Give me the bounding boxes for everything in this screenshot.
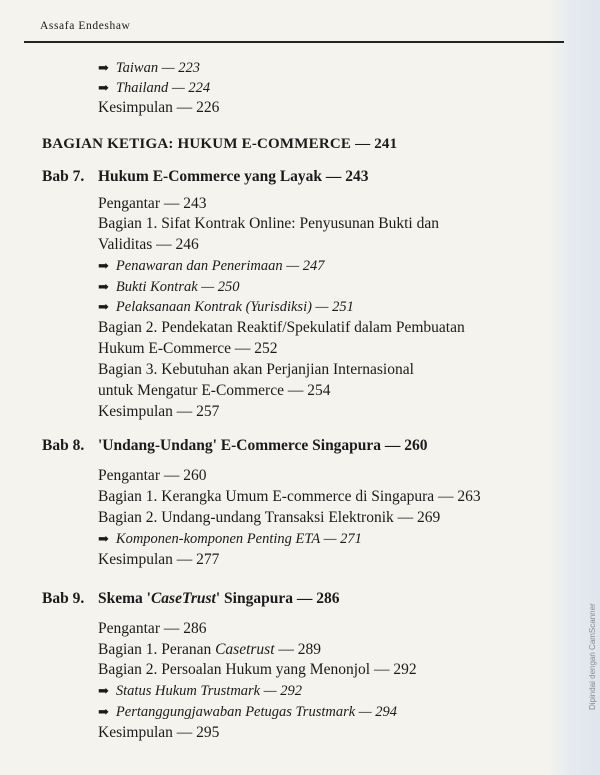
- chapter-title: 'Undang-Undang' E-Commerce Singapura — 260: [98, 437, 428, 454]
- list-item: ➡ Thailand — 224: [98, 80, 211, 96]
- toc-entry: Hukum E-Commerce — 252: [98, 340, 278, 357]
- chapter-number: Bab 7.: [42, 168, 85, 185]
- toc-entry: Bagian 1. Sifat Kontrak Online: Penyusunan Bukti dan: [98, 215, 439, 232]
- toc-entry: Bagian 3. Kebutuhan akan Perjanjian Internasional: [98, 361, 414, 378]
- chapter-title: Skema 'CaseTrust' Singapura — 286: [98, 590, 340, 607]
- arrow-bullet-icon: ➡: [98, 279, 109, 294]
- list-item: ➡ Bukti Kontrak — 250: [98, 279, 240, 295]
- toc-entry: Kesimpulan — 257: [98, 403, 220, 420]
- arrow-bullet-icon: ➡: [98, 683, 109, 698]
- toc-entry: Kesimpulan — 295: [98, 724, 220, 741]
- toc-entry: Bagian 2. Persoalan Hukum yang Menonjol — 292: [98, 661, 417, 678]
- list-item: Kesimpulan — 226: [98, 99, 220, 116]
- toc-entry: Bagian 2. Undang-undang Transaksi Elektronik — 269: [98, 509, 441, 526]
- toc-entry: untuk Mengatur E-Commerce — 254: [98, 382, 331, 399]
- toc-entry: Pengantar — 260: [98, 467, 207, 484]
- scanner-watermark: Dipindai dengan CamScanner: [588, 603, 597, 710]
- list-item: ➡ Pertanggungjawaban Petugas Trustmark — 294: [98, 704, 398, 720]
- arrow-bullet-icon: ➡: [98, 531, 109, 546]
- arrow-bullet-icon: ➡: [98, 299, 109, 314]
- list-item: ➡ Status Hukum Trustmark — 292: [98, 683, 303, 699]
- toc-entry: Bagian 1. Peranan Casetrust — 289: [98, 641, 322, 658]
- arrow-bullet-icon: ➡: [98, 258, 109, 273]
- chapter-number: Bab 9.: [42, 590, 85, 607]
- arrow-bullet-icon: ➡: [98, 60, 109, 75]
- chapter-number: Bab 8.: [42, 437, 85, 454]
- list-item: ➡ Pelaksanaan Kontrak (Yurisdiksi) — 251: [98, 299, 354, 315]
- header-rule: [24, 41, 564, 43]
- arrow-bullet-icon: ➡: [98, 704, 109, 719]
- part-heading: BAGIAN KETIGA: HUKUM E-COMMERCE — 241: [42, 136, 398, 152]
- toc-entry: Bagian 2. Pendekatan Reaktif/Spekulatif dalam Pembuatan: [98, 319, 465, 336]
- toc-entry: Kesimpulan — 277: [98, 551, 220, 568]
- toc-entry: Validitas — 246: [98, 236, 199, 253]
- chapter-title: Hukum E-Commerce yang Layak — 243: [98, 168, 369, 185]
- toc-entry: Bagian 1. Kerangka Umum E-commerce di Singapura — 263: [98, 488, 481, 505]
- list-item: ➡ Penawaran dan Penerimaan — 247: [98, 258, 325, 274]
- running-head: Assafa Endeshaw: [40, 20, 131, 32]
- toc-entry: Pengantar — 286: [98, 620, 207, 637]
- list-item: ➡ Komponen-komponen Penting ETA — 271: [98, 531, 362, 547]
- list-item: ➡ Taiwan — 223: [98, 60, 200, 76]
- toc-entry: Pengantar — 243: [98, 195, 207, 212]
- arrow-bullet-icon: ➡: [98, 80, 109, 95]
